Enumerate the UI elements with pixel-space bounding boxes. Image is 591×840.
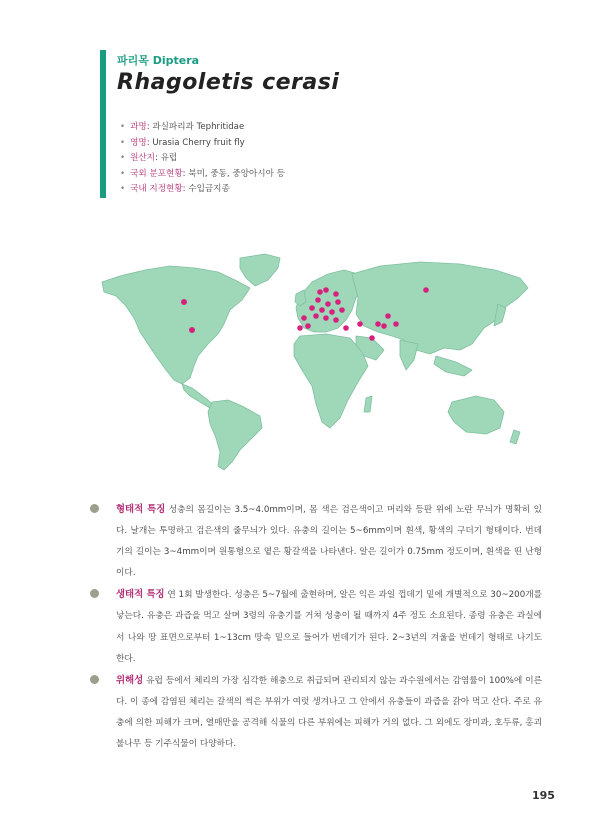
fact-value: 북미, 중동, 중앙아시아 등 xyxy=(188,168,285,179)
marker xyxy=(369,335,375,341)
bullet-dot-icon xyxy=(90,589,99,598)
section-text: 성충의 몸길이는 3.5~4.0mm이며, 몸 색은 검은색이고 머리와 등판 위에 노란 무늬가 명확히 있다. 날개는 투명하고 검은색의 줄무늬가 있다. 유충의 길이는 5~6mm이며 흰색, 황색의 구더기 형태이다. 번데기의 길이는 3~4mm이며 원통형으로 옅은 황갈색을 나타낸다. 알은 길이가 0.75mm 정도이며, 흰색을 띤 난형이다. xyxy=(116,505,542,579)
description-ecology xyxy=(104,584,542,669)
section-keyword: 위해성 xyxy=(116,674,144,686)
marker xyxy=(393,321,399,327)
bullet-dot-icon xyxy=(90,504,99,513)
new-zealand xyxy=(510,430,520,444)
page-number: 195 xyxy=(532,789,555,802)
marker xyxy=(323,287,329,293)
marker xyxy=(181,299,187,305)
india xyxy=(400,340,418,370)
fact-value: 유럽 xyxy=(160,153,178,164)
bullet-dot-icon xyxy=(90,675,99,684)
greenland xyxy=(240,254,280,286)
description-risk xyxy=(104,670,542,755)
marker xyxy=(423,287,429,293)
fact-value: 과실파리과 Tephritidae xyxy=(152,122,245,132)
fact-key: 원산지 xyxy=(130,153,155,164)
continents xyxy=(102,254,528,470)
marker xyxy=(357,321,363,327)
fact-item-domestic-status: • 국내 지정현황: 수입금지종 xyxy=(120,184,230,195)
marker xyxy=(315,297,321,303)
fact-key: 과명 xyxy=(130,122,147,132)
marker xyxy=(297,325,303,331)
description-section xyxy=(104,499,542,755)
fact-key: 국외 분포현황 xyxy=(130,168,183,179)
marker xyxy=(375,321,381,327)
fact-item-origin: • 원산지: 유럽 xyxy=(120,153,178,164)
marker xyxy=(189,327,195,333)
marker xyxy=(319,307,325,313)
africa xyxy=(294,334,368,428)
marker xyxy=(335,299,341,305)
central-america xyxy=(182,384,214,408)
section-text: 유럽 등에서 체리의 가장 심각한 해충으로 취급되며 관리되지 않는 과수원에서는 감염률이 100%에 이른다. 이 종에 감염된 체리는 갈색의 썩은 부위가 여럿 생겨나고 그 안에서 유충들이 과즙을 갉아 먹고 산다. 주로 유충에 의한 피해가 크며, 열매만을 공격해 식물의 다른 부위에는 피해가 거의 없다. 그 외에도 장미과, 호두류, 홍괴불나무 등 기주식물이 다양하다. xyxy=(116,675,542,750)
south-america xyxy=(208,400,262,470)
world-distribution-map xyxy=(100,252,530,472)
marker xyxy=(317,289,323,295)
southeast-asia xyxy=(434,356,472,376)
marker xyxy=(333,291,339,297)
section-text: 연 1회 발생한다. 성충은 5~7월에 출현하며, 알은 익은 과일 껍데기 밑에 개별적으로 30~200개를 낳는다. 유충은 과즙을 먹고 살며 3령의 유충기를 거쳐 성충이 될 때까지 4주 정도 소요된다. 종령 유충은 과실에서 나와 땅 표면으로부터 1~13cm 땅속 밑으로 들어가 번데기가 된다. 2~3년의 겨울을 번데기 형태로 나기도 한다. xyxy=(116,590,543,664)
section-keyword: 생태적 특징 xyxy=(116,589,165,601)
marker xyxy=(381,323,387,329)
fact-value: 수입금지종 xyxy=(188,184,230,195)
accent-bar xyxy=(100,50,106,198)
fact-key: 영명 xyxy=(130,137,147,148)
fact-item-english-name: • 영명: Urasia Cherry fruit fly xyxy=(120,137,245,148)
marker xyxy=(323,315,329,321)
north-america xyxy=(102,266,250,384)
fact-value: Urasia Cherry fruit fly xyxy=(152,137,245,148)
description-morphology xyxy=(104,499,542,584)
species-title: Rhagoletis cerasi xyxy=(117,70,340,95)
marker xyxy=(385,313,391,319)
marker xyxy=(305,323,311,329)
order-label: 파리목 Diptera xyxy=(117,54,200,67)
fact-item-foreign-distribution: • 국외 분포현황: 북미, 중동, 중앙아시아 등 xyxy=(120,168,285,179)
fact-item-family: • 과명: 과실파리과 Tephritidae xyxy=(120,122,245,132)
marker xyxy=(325,301,331,307)
section-keyword: 형태적 특징 xyxy=(116,504,166,515)
marker xyxy=(329,309,335,315)
marker xyxy=(339,307,345,313)
marker xyxy=(301,315,307,321)
australia xyxy=(448,396,504,434)
fact-list xyxy=(120,120,285,198)
marker xyxy=(309,305,315,311)
marker xyxy=(343,325,349,331)
fact-key: 국내 지정현황 xyxy=(130,184,183,195)
marker xyxy=(313,313,319,319)
marker xyxy=(333,317,339,323)
madagascar xyxy=(364,396,372,412)
